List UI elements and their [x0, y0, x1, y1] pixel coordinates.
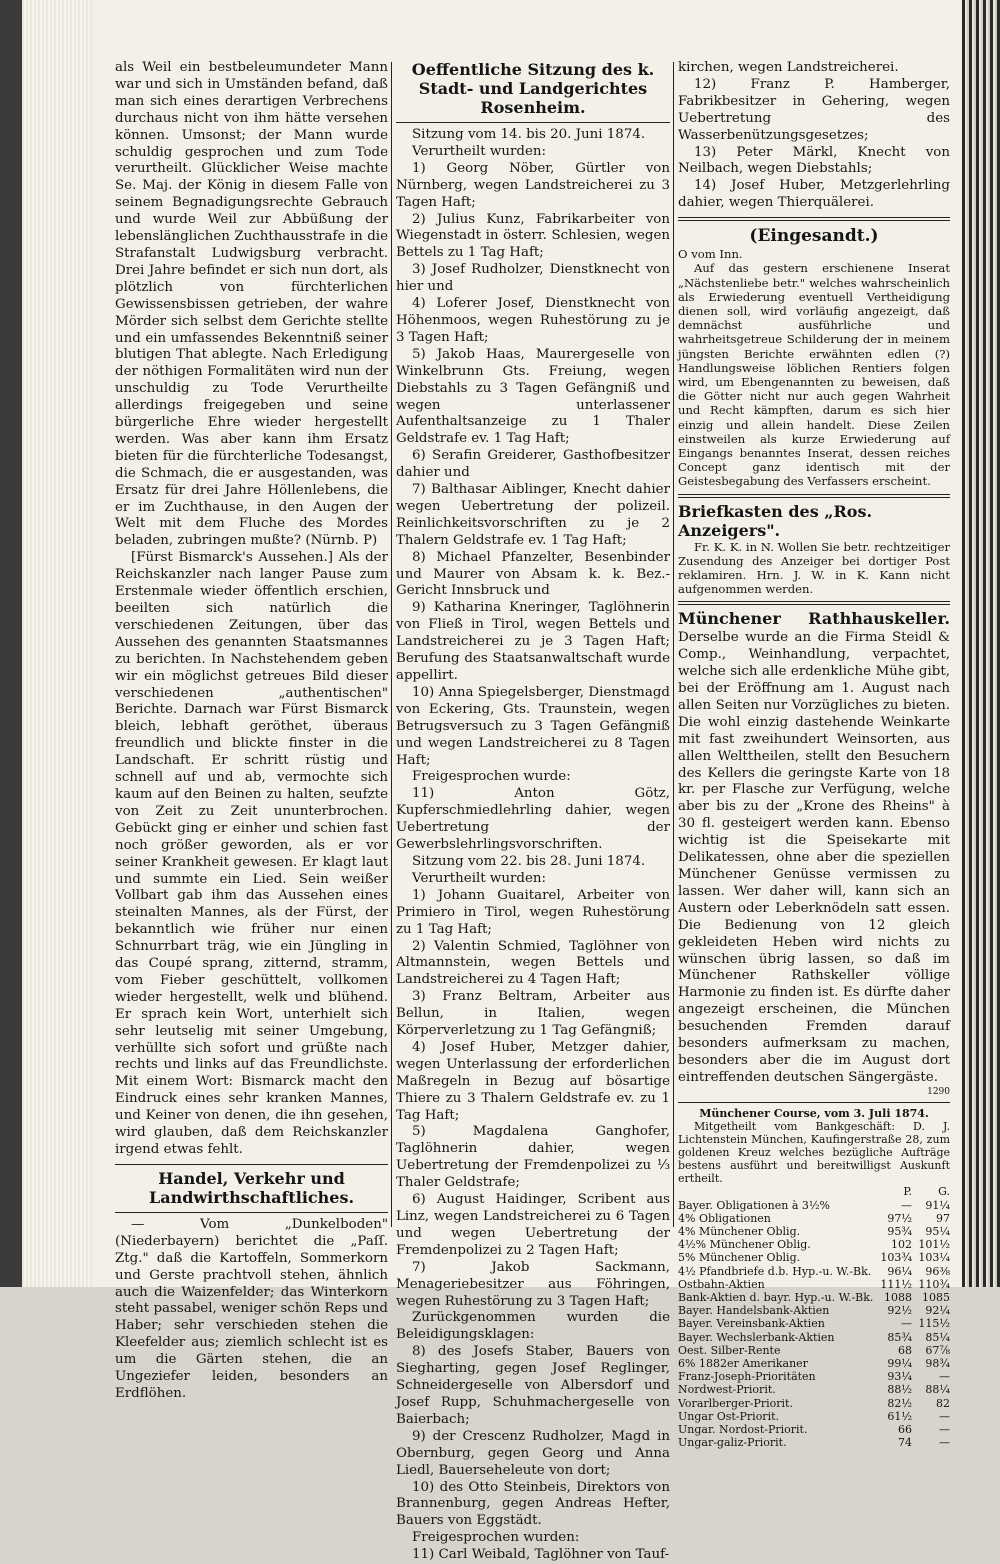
court-item: 2) Valentin Schmied, Taglöhner von Altmannstein, wegen Bettels und Landstreicherei zu 4 Tagen Haft;: [396, 938, 670, 988]
course-cell-g: 91¼: [925, 1198, 950, 1212]
court-item: 6) Serafin Greiderer, Gasthofbesitzer dahier und: [396, 448, 670, 481]
court-item: 9) Katharina Kneringer, Taglöhnerin von Fließ in Tirol, wegen Bettels und Landstreicherei zu je 3 Tagen Haft; Berufung des Staatsanwaltschaft wurde appellirt.: [396, 600, 670, 683]
article-dunkelboden: — Vom „Dunkelboden" (Niederbayern) berichtet die „Paſſ. Ztg." daß die Kartoffeln, Sommerkorn und Gerste prachtvoll stehen, ähnlich auch die Waizenfelder; das Winterkorn steht passabel, weniger schön Reps und Haber; sehr verschieden stehen die Kleefelder aus; ziemlich schlecht ist es um die Gärten stehen, die an Ungeziefer leiden, besonders an Erdflöhen.: [115, 1216, 388, 1401]
court-item: 6) August Haidinger, Scribent aus Linz, wegen Landstreicherei zu 6 Tagen und wegen Uebertretung der Fremdenpolizei zu 2 Tagen Haft;: [396, 1192, 670, 1258]
column-3: [678, 60, 950, 1449]
course-cell-g: 92¼: [925, 1304, 950, 1318]
course-cell-p: 88½: [887, 1383, 912, 1397]
court-item: 14) Josef Huber, Metzgerlehrling dahier, wegen Thierquälerei.: [678, 178, 950, 211]
course-cell-g: 82: [936, 1396, 950, 1410]
court-item: 3) Josef Rudholzer, Dienstknecht von hier und: [396, 262, 670, 295]
briefkasten-body: Fr. K. K. in N. Wollen Sie betr. rechtzeitiger Zusendung des Anzeiger bei dortiger Post reklamiren. Hrn. J. W. in K. Kann nicht aufgenommen werden.: [678, 539, 950, 597]
course-cell-p: 102: [891, 1238, 912, 1252]
course-row: [678, 1291, 950, 1304]
course-row: [678, 1331, 950, 1344]
court-item: 1) Georg Nöber, Gürtler von Nürnberg, wegen Landstreicherei zu 3 Tagen Haft;: [396, 160, 670, 210]
column-2: [396, 60, 670, 1564]
course-cell-g: 97: [936, 1211, 950, 1225]
course-cell-g: 103¼: [918, 1251, 950, 1265]
court-item: 13) Peter Märkl, Knecht von Neilbach, wegen Diebstahls;: [678, 144, 950, 177]
court-item: 7) Balthasar Aiblinger, Knecht dahier wegen Uebertretung der polizeil. Reinlichkeitsvorschriften zu je 2 Thalern Geldstrafe ev. 1 Tag Haft;: [396, 482, 670, 548]
course-cell-name: 4% Münchener Oblig.: [678, 1224, 801, 1238]
eingesandt-subtitle: O vom Inn.: [678, 247, 743, 262]
divider: [115, 1212, 388, 1213]
course-cell-p: 92½: [887, 1304, 912, 1318]
article-weil: als Weil ein bestbeleumundeter Mann war und sich in Umständen befand, daß man sich eines derartigen Verbrechens durchaus nicht von ihm hätte versehen können. Umsonst; der Mann wurde schuldig gesprochen und zum Tode verurtheilt. Glücklicher Weise machte Se. Maj. der König in diesem Falle von seinem Begnadigungsrechte Gebrauch und wurde Weil zur Abbüßung der lebenslänglichen Zuchthausstrafe in die Strafanstalt Ludwigsburg verbracht. Drei Jahre befindet er sich nun dort, als plötzlich von fürchterlichen Gewissensbissen getrieben, der wahre Mörder sich selbst dem Gerichte stellte und ein umfassendes Bekenntniß seiner blutigen That ablegte. Nach Erledigung der nöthigen Formalitäten wird nun der unschuldig zu Tode Verurtheilte allerdings freigegeben und seine bürgerliche Ehre wieder hergestellt werden. Was aber kann ihm Ersatz bieten für die fürchterliche Todesangst, die Schmach, die er ausgestanden, was Ersatz für drei Jahre Höllenlebens, die er im Zuchthause, in den Augen der Welt mit dem Fluche des Mordes beladen, zubringen mußte? (Nürnb. P): [115, 60, 388, 549]
course-cell-p: 96¼: [887, 1264, 912, 1278]
course-table: [678, 1185, 950, 1449]
course-cell-p: 111½: [880, 1277, 912, 1291]
course-intro: Mitgetheilt vom Bankgeschäft: D. J. Lichtenstein München, Kaufingerstraße 28, zum goldenen Kreuz welches bezügliche Aufträge bestens ausführt und bereitwilligst Auskunft ertheilt.: [678, 1119, 950, 1186]
session-date-2: Sitzung vom 22. bis 28. Juni 1874.: [412, 853, 646, 869]
course-cell-name: Ostbahn-Aktien: [678, 1277, 765, 1291]
column-1: [115, 60, 388, 1403]
column-rule-1: [391, 62, 392, 1227]
course-row: [678, 1317, 950, 1330]
course-row: [678, 1423, 950, 1436]
course-cell-p: 99¼: [887, 1357, 912, 1370]
course-row: [678, 1199, 950, 1212]
course-cell-name: 4½ Pfandbriefe d.b. Hyp.-u. W.-Bk.: [678, 1264, 872, 1278]
rathaus-body: Derselbe wurde an die Firma Steidl & Comp., Weinhandlung, verpachtet, welche sich alle erdenkliche Mühe gibt, bei der Eröffnung am 1. August nach allen Seiten nur Vorzügliches zu bieten. Die wohl einzig dastehende Weinkarte mit fast zweihundert Weinsorten, aus allen Welttheilen, stellt den Besuchern des Kellers die geringste Karte von 18 kr. per Flasche zur Verfügung, welche aber bis zu der „Krone des Rheins" à 30 fl. gesteigert werden kann. Ebenso wichtig ist die Speisekarte mit Delikatessen, ohne aber die speziellen Münchener Genüsse vermissen zu lassen. Wer daher will, kann sich an Austern oder Leberknödeln satt essen. Die Bedienung von 12 gleich gekleideten Heben wird nichts zu wünschen übrig lassen, so daß im Münchener Rathskeller völlige Harmonie zu finden ist. Es dürfte daher angezeigt erscheinen, die München besuchenden Fremden darauf besonders aufmerksam zu machen, besonders aber die im August dort eintreffenden deutschen Sängergäste.: [678, 630, 950, 1085]
court-item: kirchen, wegen Landstreicherei.: [678, 60, 899, 75]
column-rule-2: [673, 62, 674, 1227]
course-cell-p: 82½: [887, 1396, 912, 1410]
course-cell-name: 6% 1882er Amerikaner: [678, 1357, 808, 1370]
course-cell-g: 88¼: [925, 1383, 950, 1397]
course-cell-p: 85¾: [887, 1330, 912, 1344]
court-item: 9) der Crescenz Rudholzer, Magd in Obernburg, gegen Georg und Anna Liedl, Bauerseheleute von dort;: [396, 1428, 670, 1478]
course-cell-name: Nordwest-Priorit.: [678, 1383, 776, 1397]
acquitted-label-2: Freigesprochen wurden:: [412, 1530, 580, 1546]
course-row: [678, 1436, 950, 1449]
rathaus-title: Münchener Rathhauskeller.: [678, 609, 950, 629]
court-item: 2) Julius Kunz, Fabrikarbeiter von Wiegenstadt in österr. Schlesien, wegen Bettels zu 1 Tag Haft;: [396, 211, 670, 261]
divider: [678, 1102, 950, 1103]
course-header-row: [678, 1185, 950, 1198]
course-cell-p: 61½: [887, 1409, 912, 1423]
rathaus-ad: [678, 609, 950, 1086]
course-cell-name: Oest. Silber-Rente: [678, 1343, 781, 1357]
eingesandt-title: (Eingesandt.): [749, 226, 879, 247]
course-row: [678, 1225, 950, 1238]
page-edge-stack: [22, 0, 92, 1287]
section-heading-handel: Handel, Verkehr und Landwirthschaftliches.: [148, 1168, 355, 1207]
course-cell-p: 95¾: [887, 1224, 912, 1238]
course-cell-g: —: [939, 1370, 950, 1384]
course-row: [678, 1344, 950, 1357]
course-cell-name: 4½% Münchener Oblig.: [678, 1238, 811, 1252]
course-row: [678, 1383, 950, 1396]
court-item: 11) Carl Weibald, Taglöhner von Tauf-: [412, 1547, 670, 1563]
course-cell-p: 74: [898, 1436, 912, 1450]
course-cell-name: Ungar-galiz-Priorit.: [678, 1436, 787, 1450]
withdrawn-label: Zurückgenommen wurden die Beleidigungsklagen:: [396, 1310, 670, 1343]
court-item: 5) Jakob Haas, Maurergeselle von Winkelbrunn Gts. Freiung, wegen Diebstahls zu 3 Tagen Gefängniß und wegen unterlassener Aufenthaltsanzeige zu 1 Thaler Geldstrafe ev. 1 Tag Haft;: [396, 346, 670, 447]
article-bismarck: [Fürst Bismarck's Aussehen.] Als der Reichskanzler nach langer Pause zum Erstenmale wieder öffentlich erschien, beeilten sich natürlich die verschiedenen Zeitungen, über das Aussehen des genannten Staatsmannes zu berichten. In Nachstehendem geben wir ein möglichst getreues Bild dieser verschiedenen „authentischen" Berichte. Darnach war Fürst Bismarck bleich, lebhaft geröthet, überaus freundlich und blickte finster in die Landschaft. Er schritt rüstig und schnell auf und ab, vermochte sich kaum auf den Beinen zu halten, seufzte von Zeit zu Zeit ununterbrochen. Gebückt ging er einher und schien fast noch größer geworden, als er vor seiner Krankheit gewesen. Er klagt laut und summte ein Lied. Sein weißer Vollbart gab ihm das Aussehen eines steinalten Mannes, als der Fürst, der bekanntlich wie früher nur einen Schnurrbart träg, wie ein Jüngling in das Coupé sprang, zitternd, stramm, vom Fieber geschüttelt, vollkomen wieder hergestellt, welk und blühend. Er sprach kein Wort, unterhielt sich sehr leutselig mit seiner Umgebung, verhüllte sich sofort und grüßte nach rechts und links auf das Freundlichste. Mit einem Wort: Bismarck macht den Eindruck eines sehr kranken Mannes, und Keiner von denen, die ihn gesehen, wird glauben, daß dem Reichskanzler irgend etwas fehlt.: [115, 550, 388, 1157]
book-edge: [962, 0, 1000, 1287]
course-cell-g: 96⅜: [925, 1264, 950, 1278]
sentenced-label-1: Verurtheilt wurden:: [412, 143, 547, 159]
court-item: 10) Anna Spiegelsberger, Dienstmagd von Eckering, Gts. Traunstein, wegen Betrugsversuch zu 3 Tagen Gefängniß und wegen Landstreicherei zu 8 Tagen Haft;: [396, 684, 670, 768]
course-row: [678, 1251, 950, 1264]
course-cell-g: 98¾: [925, 1357, 950, 1370]
course-row: [678, 1265, 950, 1278]
briefkasten-title: Briefkasten des „Ros. Anzeigers".: [678, 501, 873, 540]
course-cell-p: 1088: [884, 1290, 912, 1304]
course-title: Münchener Course, vom 3. Juli 1874.: [699, 1106, 929, 1120]
acquitted-label-1: Freigesprochen wurde:: [412, 769, 571, 785]
course-row: [678, 1238, 950, 1251]
course-row: [678, 1410, 950, 1423]
course-cell-name: Bayer. Obligationen à 3½%: [678, 1198, 831, 1212]
col-header-g: G.: [938, 1185, 950, 1199]
course-cell-name: Bank-Aktien d. bayr. Hyp.-u. W.-Bk.: [678, 1290, 874, 1304]
course-cell-p: 97½: [887, 1211, 912, 1225]
court-item: 3) Franz Beltram, Arbeiter aus Bellun, in Italien, wegen Körperverletzung zu 1 Tag Gefängniß;: [396, 989, 670, 1039]
course-cell-p: 68: [898, 1343, 912, 1357]
court-item: 7) Jakob Sackmann, Menageriebesitzer aus Föhringen, wegen Ruhestörung zu 3 Tagen Haft;: [396, 1259, 670, 1309]
course-cell-name: Franz-Joseph-Prioritäten: [678, 1370, 816, 1384]
course-row: [678, 1212, 950, 1225]
course-cell-name: Bayer. Handelsbank-Aktien: [678, 1304, 830, 1318]
divider: [678, 494, 950, 498]
session-date-1: Sitzung vom 14. bis 20. Juni 1874.: [412, 127, 646, 142]
course-cell-g: 115½: [918, 1317, 950, 1331]
course-cell-name: Ungar Ost-Priorit.: [678, 1409, 780, 1423]
divider: [678, 217, 950, 221]
course-row: [678, 1370, 950, 1383]
divider: [115, 1164, 388, 1165]
divider: [678, 601, 950, 605]
course-row: [678, 1304, 950, 1317]
course-cell-p: 93¼: [887, 1370, 912, 1384]
course-cell-g: 1085: [922, 1290, 950, 1304]
course-cell-name: Vorarlberger-Priorit.: [678, 1396, 793, 1410]
court-item: 8) Michael Pfanzelter, Besenbinder und Maurer von Absam k. k. Bez.-Gericht Innsbruck und: [396, 549, 670, 599]
eingesandt-body: Auf das gestern erschienene Inserat „Nächstenliebe betr." welches wahrscheinlich als Erwiederung eventuell Vertheidigung dienen soll, wird vorläufig angezeigt, daß demnächst ausführliche und wahrheitsgetreue Schilderung der in meinem jüngsten Berichte erwähnten edlen (?) Handlungsweise löblichen Rentiers folgen wird, um Ebengenannten zu beweisen, daß die Götter nicht nur auch gegen Wahrheit und Recht kämpften, darum es sich hier einzig und allein handelt. Diese Zeilen einstweilen als kurze Erwiederung auf Eingangs benanntes Inserat, dessen reiches Concept ganz identisch mit der Geistesbegabung des Verfassers erscheint.: [678, 261, 950, 489]
course-cell-g: —: [939, 1423, 950, 1437]
court-item: 8) des Josefs Staber, Bauers von Siegharting, gegen Josef Reglinger, Schneidergeselle von Albersdorf und Josef Rupp, Schuhmachergeselle von Baierbach;: [396, 1344, 670, 1427]
court-item: 4) Loferer Josef, Dienstknecht von Höhenmoos, wegen Ruhestörung zu je 3 Tagen Haft;: [396, 296, 670, 345]
court-item: 1) Johann Guaitarel, Arbeiter von Primiero in Tirol, wegen Ruhestörung zu 1 Tag Haft;: [396, 887, 670, 937]
divider: [396, 122, 670, 123]
course-cell-g: 110¾: [918, 1277, 950, 1291]
course-cell-p: 66: [898, 1423, 912, 1437]
court-item: 4) Josef Huber, Metzger dahier, wegen Unterlassung der erforderlichen Maßregeln in Bezug auf bösartige Thiere zu 3 Thalern Geldstrafe ev. zu 1 Tag Haft;: [396, 1039, 670, 1123]
course-cell-g: 95¼: [925, 1224, 950, 1238]
course-row: [678, 1278, 950, 1291]
course-row: [678, 1357, 950, 1370]
course-cell-p: —: [901, 1198, 912, 1212]
course-cell-p: —: [901, 1317, 912, 1331]
course-row: [678, 1397, 950, 1410]
course-cell-name: Ungar. Nordost-Priorit.: [678, 1423, 808, 1437]
course-cell-name: Bayer. Vereinsbank-Aktien: [678, 1317, 825, 1331]
course-cell-name: 4% Obligationen: [678, 1211, 771, 1225]
court-item: 12) Franz P. Hamberger, Fabrikbesitzer in Gehering, wegen Uebertretung des Wasserbenützungsgesetzes;: [678, 76, 950, 143]
course-cell-g: —: [939, 1409, 950, 1423]
court-item: 11) Anton Götz, Kupferschmiedlehrling dahier, wegen Uebertretung der Gewerbslehrlingsvorschriften.: [396, 786, 670, 853]
binding-gutter: [0, 0, 22, 1287]
court-item: 5) Magdalena Ganghofer, Taglöhnerin dahier, wegen Uebertretung der Fremdenpolizei zu ⅓ Thaler Geldstrafe;: [396, 1124, 670, 1191]
ad-number: 1290: [927, 1086, 950, 1097]
course-cell-g: 101½: [918, 1238, 950, 1252]
court-item: 10) des Otto Steinbeis, Direktors von Brannenburg, gegen Andreas Hefter, Bauers von Eggstädt.: [396, 1479, 670, 1529]
course-cell-p: 103¾: [880, 1251, 912, 1265]
course-cell-name: 5% Münchener Oblig.: [678, 1251, 801, 1265]
sentenced-label-2: Verurtheilt wurden:: [412, 870, 547, 886]
court-heading: Oeffentliche Sitzung des k. Stadt- und Landgerichtes Rosenheim.: [411, 60, 655, 117]
course-cell-name: Bayer. Wechslerbank-Aktien: [678, 1330, 835, 1344]
col-header-p: P.: [903, 1185, 912, 1199]
course-cell-g: 85¼: [925, 1330, 950, 1344]
course-cell-g: —: [939, 1436, 950, 1450]
course-cell-g: 67⅞: [925, 1343, 950, 1357]
